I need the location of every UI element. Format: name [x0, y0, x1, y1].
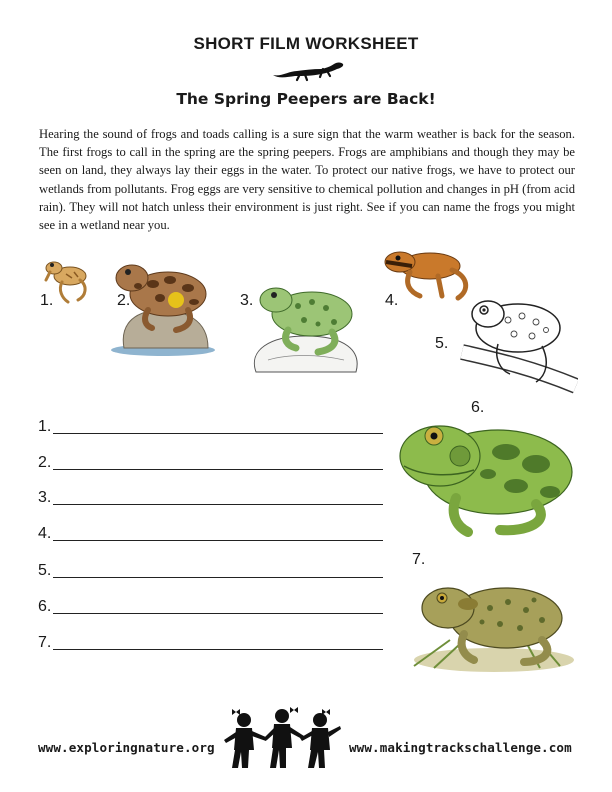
image-label-6: 6.	[471, 399, 485, 416]
kids-silhouette-logo	[222, 706, 342, 772]
footer-link-left[interactable]: www.exploringnature.org	[38, 740, 215, 755]
image-label-1: 1.	[40, 292, 54, 309]
answer-line-6[interactable]	[38, 594, 383, 616]
answer-line-7[interactable]	[38, 630, 383, 652]
answer-rule[interactable]	[53, 469, 383, 470]
image-label-5: 5.	[435, 335, 449, 352]
footer-link-right[interactable]: www.makingtrackschallenge.com	[349, 740, 572, 755]
answer-line-2[interactable]	[38, 450, 383, 472]
answer-number: 3.	[38, 489, 52, 506]
frog-image-7	[410, 570, 578, 674]
answer-number: 4.	[38, 525, 52, 542]
answer-line-3[interactable]	[38, 485, 383, 507]
answer-line-5[interactable]	[38, 558, 383, 580]
image-label-7: 7.	[412, 551, 426, 568]
worksheet-title: SHORT FILM WORKSHEET	[193, 34, 419, 53]
answer-rule[interactable]	[53, 577, 383, 578]
answer-rule[interactable]	[53, 649, 383, 650]
answer-number: 2.	[38, 454, 52, 471]
answer-number: 6.	[38, 598, 52, 615]
image-label-3: 3.	[240, 292, 254, 309]
frog-image-5	[458, 292, 578, 396]
frog-image-3	[248, 280, 364, 380]
answer-rule[interactable]	[53, 540, 383, 541]
answer-number: 7.	[38, 634, 52, 651]
answer-number: 5.	[38, 562, 52, 579]
intro-paragraph: Hearing the sound of frogs and toads calling is a sure sign that the warm weather is back for the season. The first frogs to call in the spring are the spring peepers. Frogs are amphibians and though they may be seen on land, they always lay their eggs in the water. To protect our native frogs, we have to protect our wetlands from pollutants. Frog eggs are very sensitive to chemical pollution and changes in pH (from acid rain). They will not hatch unless their environment is just right. See if you can name the frogs you might see in a wetland near you.	[39, 127, 575, 233]
answer-line-4[interactable]	[38, 521, 383, 543]
image-label-4: 4.	[385, 292, 399, 309]
answer-number: 1.	[38, 418, 52, 435]
answer-rule[interactable]	[53, 433, 383, 434]
worksheet-subtitle: The Spring Peepers are Back!	[176, 90, 436, 108]
answer-rule[interactable]	[53, 613, 383, 614]
frog-image-6	[396, 412, 580, 540]
salamander-icon	[271, 56, 345, 82]
image-label-2: 2.	[117, 292, 131, 309]
answer-rule[interactable]	[53, 504, 383, 505]
answer-line-1[interactable]	[38, 414, 383, 436]
